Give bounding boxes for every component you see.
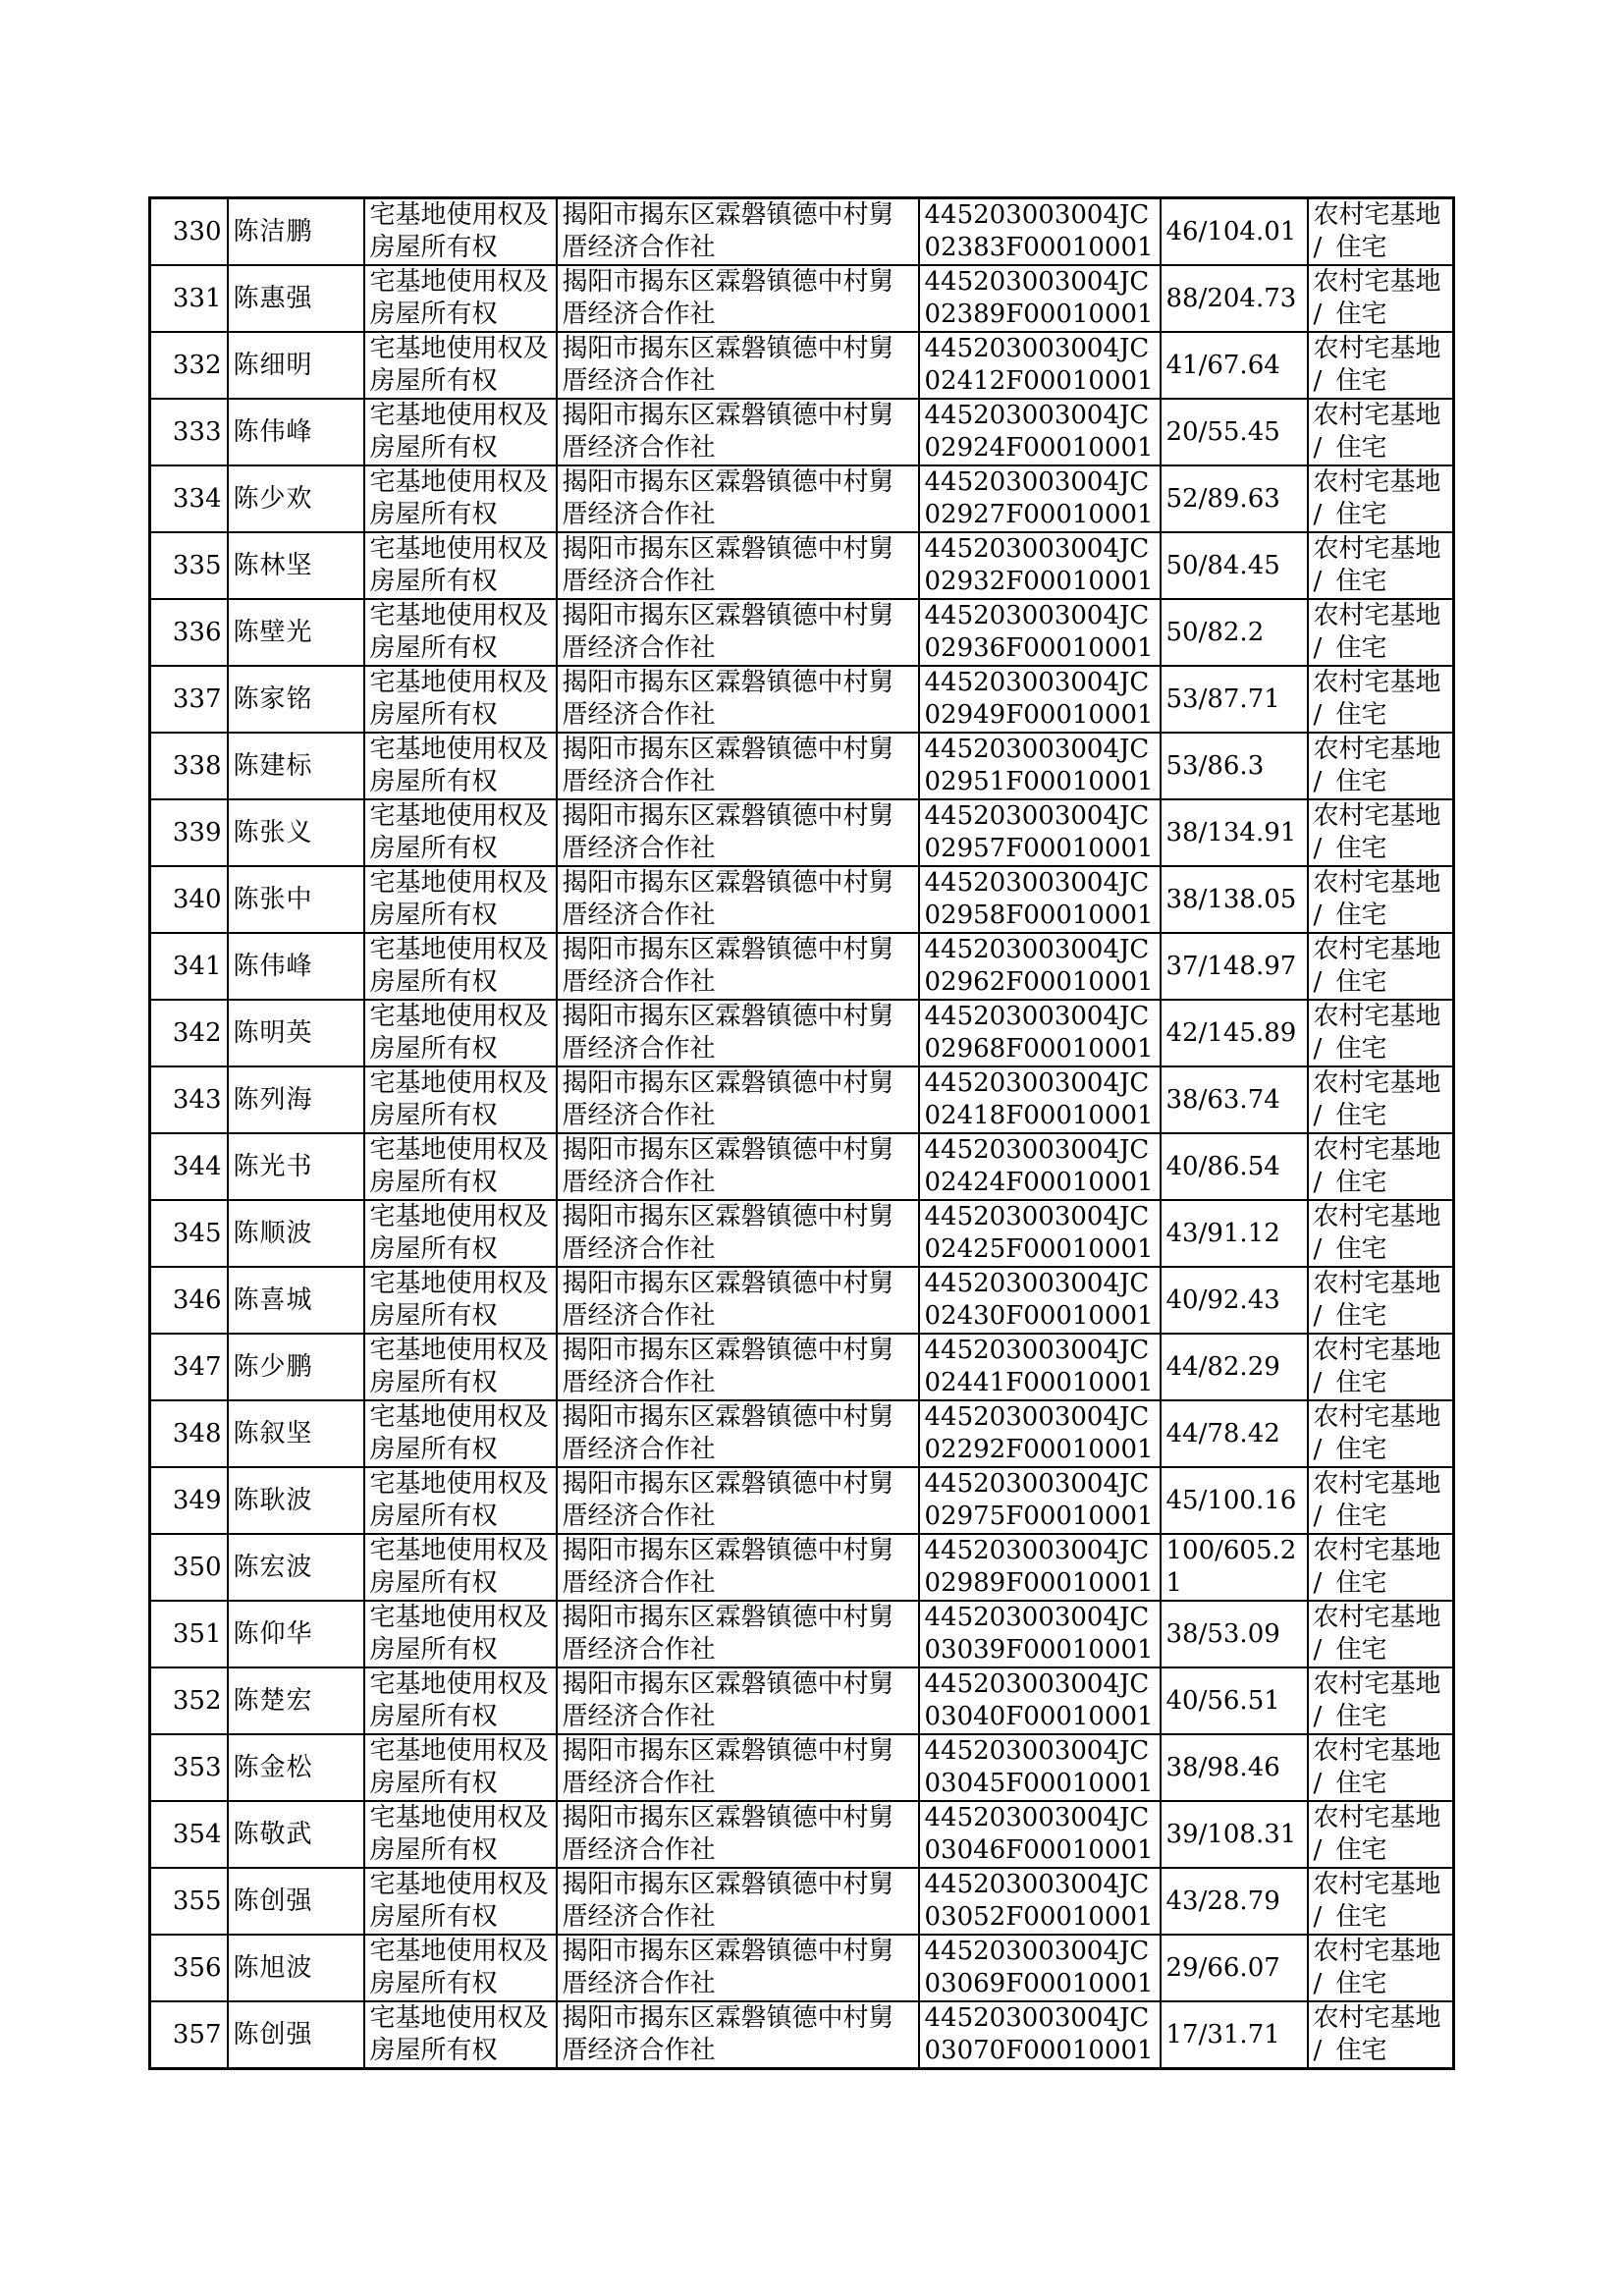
land-use-cell: 农村宅基地 / 住宅	[1308, 1935, 1454, 2001]
holder-name-cell: 陈创强	[228, 1868, 364, 1935]
row-number-cell: 335	[150, 532, 228, 599]
right-type-cell: 宅基地使用权及房屋所有权	[364, 799, 557, 866]
table-row	[150, 1400, 1454, 1467]
unit-code-cell: 445203003004JC03052F00010001	[919, 1868, 1161, 1935]
row-number-cell: 354	[150, 1801, 228, 1868]
land-owner-cell: 揭阳市揭东区霖磐镇德中村舅厝经济合作社	[557, 666, 919, 733]
land-use-cell: 农村宅基地 / 住宅	[1308, 198, 1454, 266]
right-type-cell: 宅基地使用权及房屋所有权	[364, 1534, 557, 1601]
unit-code-cell: 445203003004JC03070F00010001	[919, 2001, 1161, 2069]
area-cell: 53/87.71	[1161, 666, 1308, 733]
land-owner-cell: 揭阳市揭东区霖磐镇德中村舅厝经济合作社	[557, 1133, 919, 1200]
table-row	[150, 933, 1454, 1000]
right-type-cell: 宅基地使用权及房屋所有权	[364, 1601, 557, 1667]
area-cell: 88/204.73	[1161, 265, 1308, 332]
table-row	[150, 198, 1454, 266]
right-type-cell: 宅基地使用权及房屋所有权	[364, 1667, 557, 1734]
land-use-cell: 农村宅基地 / 住宅	[1308, 933, 1454, 1000]
holder-name-cell: 陈创强	[228, 2001, 364, 2069]
area-cell: 46/104.01	[1161, 198, 1308, 266]
land-owner-cell: 揭阳市揭东区霖磐镇德中村舅厝经济合作社	[557, 265, 919, 332]
unit-code-cell: 445203003004JC03046F00010001	[919, 1801, 1161, 1868]
land-use-cell: 农村宅基地 / 住宅	[1308, 332, 1454, 399]
table-row	[150, 465, 1454, 532]
holder-name-cell: 陈壁光	[228, 599, 364, 666]
unit-code-cell: 445203003004JC02957F00010001	[919, 799, 1161, 866]
table-row	[150, 332, 1454, 399]
land-owner-cell: 揭阳市揭东区霖磐镇德中村舅厝经济合作社	[557, 1467, 919, 1534]
unit-code-cell: 445203003004JC02927F00010001	[919, 465, 1161, 532]
land-owner-cell: 揭阳市揭东区霖磐镇德中村舅厝经济合作社	[557, 1334, 919, 1400]
row-number-cell: 344	[150, 1133, 228, 1200]
area-cell: 20/55.45	[1161, 399, 1308, 465]
right-type-cell: 宅基地使用权及房屋所有权	[364, 265, 557, 332]
row-number-cell: 348	[150, 1400, 228, 1467]
table-row	[150, 733, 1454, 799]
row-number-cell: 334	[150, 465, 228, 532]
land-use-cell: 农村宅基地 / 住宅	[1308, 1267, 1454, 1334]
area-cell: 44/82.29	[1161, 1334, 1308, 1400]
holder-name-cell: 陈伟峰	[228, 399, 364, 465]
land-owner-cell: 揭阳市揭东区霖磐镇德中村舅厝经济合作社	[557, 599, 919, 666]
area-cell: 40/56.51	[1161, 1667, 1308, 1734]
unit-code-cell: 445203003004JC03045F00010001	[919, 1734, 1161, 1801]
land-use-cell: 农村宅基地 / 住宅	[1308, 1000, 1454, 1066]
area-cell: 52/89.63	[1161, 465, 1308, 532]
land-owner-cell: 揭阳市揭东区霖磐镇德中村舅厝经济合作社	[557, 1066, 919, 1133]
unit-code-cell: 445203003004JC02924F00010001	[919, 399, 1161, 465]
right-type-cell: 宅基地使用权及房屋所有权	[364, 1868, 557, 1935]
row-number-cell: 331	[150, 265, 228, 332]
area-cell: 43/91.12	[1161, 1200, 1308, 1267]
table-row	[150, 1601, 1454, 1667]
unit-code-cell: 445203003004JC02383F00010001	[919, 198, 1161, 266]
land-owner-cell: 揭阳市揭东区霖磐镇德中村舅厝经济合作社	[557, 1935, 919, 2001]
table-row	[150, 1935, 1454, 2001]
registry-table	[148, 196, 1455, 2070]
right-type-cell: 宅基地使用权及房屋所有权	[364, 198, 557, 266]
land-owner-cell: 揭阳市揭东区霖磐镇德中村舅厝经济合作社	[557, 1734, 919, 1801]
unit-code-cell: 445203003004JC02424F00010001	[919, 1133, 1161, 1200]
row-number-cell: 339	[150, 799, 228, 866]
right-type-cell: 宅基地使用权及房屋所有权	[364, 1200, 557, 1267]
area-cell: 38/63.74	[1161, 1066, 1308, 1133]
row-number-cell: 347	[150, 1334, 228, 1400]
land-use-cell: 农村宅基地 / 住宅	[1308, 1534, 1454, 1601]
unit-code-cell: 445203003004JC02968F00010001	[919, 1000, 1161, 1066]
land-owner-cell: 揭阳市揭东区霖磐镇德中村舅厝经济合作社	[557, 1601, 919, 1667]
right-type-cell: 宅基地使用权及房屋所有权	[364, 1133, 557, 1200]
area-cell: 38/138.05	[1161, 866, 1308, 933]
land-use-cell: 农村宅基地 / 住宅	[1308, 1801, 1454, 1868]
land-owner-cell: 揭阳市揭东区霖磐镇德中村舅厝经济合作社	[557, 332, 919, 399]
row-number-cell: 337	[150, 666, 228, 733]
table-row	[150, 866, 1454, 933]
row-number-cell: 343	[150, 1066, 228, 1133]
land-use-cell: 农村宅基地 / 住宅	[1308, 2001, 1454, 2069]
holder-name-cell: 陈林坚	[228, 532, 364, 599]
row-number-cell: 353	[150, 1734, 228, 1801]
row-number-cell: 352	[150, 1667, 228, 1734]
row-number-cell: 351	[150, 1601, 228, 1667]
right-type-cell: 宅基地使用权及房屋所有权	[364, 866, 557, 933]
table-row	[150, 799, 1454, 866]
row-number-cell: 332	[150, 332, 228, 399]
land-use-cell: 农村宅基地 / 住宅	[1308, 1868, 1454, 1935]
holder-name-cell: 陈明英	[228, 1000, 364, 1066]
unit-code-cell: 445203003004JC02430F00010001	[919, 1267, 1161, 1334]
row-number-cell: 350	[150, 1534, 228, 1601]
land-owner-cell: 揭阳市揭东区霖磐镇德中村舅厝经济合作社	[557, 198, 919, 266]
unit-code-cell: 445203003004JC03039F00010001	[919, 1601, 1161, 1667]
right-type-cell: 宅基地使用权及房屋所有权	[364, 332, 557, 399]
holder-name-cell: 陈宏波	[228, 1534, 364, 1601]
holder-name-cell: 陈耿波	[228, 1467, 364, 1534]
row-number-cell: 333	[150, 399, 228, 465]
land-owner-cell: 揭阳市揭东区霖磐镇德中村舅厝经济合作社	[557, 799, 919, 866]
holder-name-cell: 陈叙坚	[228, 1400, 364, 1467]
land-use-cell: 农村宅基地 / 住宅	[1308, 1133, 1454, 1200]
area-cell: 45/100.16	[1161, 1467, 1308, 1534]
land-use-cell: 农村宅基地 / 住宅	[1308, 1667, 1454, 1734]
holder-name-cell: 陈张义	[228, 799, 364, 866]
unit-code-cell: 445203003004JC03069F00010001	[919, 1935, 1161, 2001]
land-use-cell: 农村宅基地 / 住宅	[1308, 1066, 1454, 1133]
right-type-cell: 宅基地使用权及房屋所有权	[364, 733, 557, 799]
land-owner-cell: 揭阳市揭东区霖磐镇德中村舅厝经济合作社	[557, 532, 919, 599]
unit-code-cell: 445203003004JC02292F00010001	[919, 1400, 1161, 1467]
holder-name-cell: 陈伟峰	[228, 933, 364, 1000]
right-type-cell: 宅基地使用权及房屋所有权	[364, 1801, 557, 1868]
table-row	[150, 399, 1454, 465]
row-number-cell: 345	[150, 1200, 228, 1267]
holder-name-cell: 陈光书	[228, 1133, 364, 1200]
right-type-cell: 宅基地使用权及房屋所有权	[364, 2001, 557, 2069]
unit-code-cell: 445203003004JC02975F00010001	[919, 1467, 1161, 1534]
unit-code-cell: 445203003004JC02936F00010001	[919, 599, 1161, 666]
table-row	[150, 1534, 1454, 1601]
land-use-cell: 农村宅基地 / 住宅	[1308, 1334, 1454, 1400]
land-owner-cell: 揭阳市揭东区霖磐镇德中村舅厝经济合作社	[557, 733, 919, 799]
holder-name-cell: 陈洁鹏	[228, 198, 364, 266]
unit-code-cell: 445203003004JC03040F00010001	[919, 1667, 1161, 1734]
land-use-cell: 农村宅基地 / 住宅	[1308, 866, 1454, 933]
row-number-cell: 349	[150, 1467, 228, 1534]
land-owner-cell: 揭阳市揭东区霖磐镇德中村舅厝经济合作社	[557, 933, 919, 1000]
area-cell: 40/92.43	[1161, 1267, 1308, 1334]
table-row	[150, 265, 1454, 332]
area-cell: 37/148.97	[1161, 933, 1308, 1000]
area-cell: 100/605.21	[1161, 1534, 1308, 1601]
row-number-cell: 330	[150, 198, 228, 266]
land-owner-cell: 揭阳市揭东区霖磐镇德中村舅厝经济合作社	[557, 1000, 919, 1066]
table-row	[150, 1066, 1454, 1133]
land-use-cell: 农村宅基地 / 住宅	[1308, 1601, 1454, 1667]
right-type-cell: 宅基地使用权及房屋所有权	[364, 1334, 557, 1400]
land-use-cell: 农村宅基地 / 住宅	[1308, 599, 1454, 666]
land-use-cell: 农村宅基地 / 住宅	[1308, 399, 1454, 465]
land-owner-cell: 揭阳市揭东区霖磐镇德中村舅厝经济合作社	[557, 866, 919, 933]
registry-body	[150, 198, 1454, 2069]
land-owner-cell: 揭阳市揭东区霖磐镇德中村舅厝经济合作社	[557, 1267, 919, 1334]
holder-name-cell: 陈顺波	[228, 1200, 364, 1267]
unit-code-cell: 445203003004JC02389F00010001	[919, 265, 1161, 332]
area-cell: 38/98.46	[1161, 1734, 1308, 1801]
holder-name-cell: 陈仰华	[228, 1601, 364, 1667]
land-owner-cell: 揭阳市揭东区霖磐镇德中村舅厝经济合作社	[557, 1534, 919, 1601]
land-use-cell: 农村宅基地 / 住宅	[1308, 1400, 1454, 1467]
holder-name-cell: 陈建标	[228, 733, 364, 799]
land-use-cell: 农村宅基地 / 住宅	[1308, 265, 1454, 332]
land-owner-cell: 揭阳市揭东区霖磐镇德中村舅厝经济合作社	[557, 1400, 919, 1467]
right-type-cell: 宅基地使用权及房屋所有权	[364, 599, 557, 666]
holder-name-cell: 陈家铭	[228, 666, 364, 733]
unit-code-cell: 445203003004JC02958F00010001	[919, 866, 1161, 933]
holder-name-cell: 陈细明	[228, 332, 364, 399]
unit-code-cell: 445203003004JC02949F00010001	[919, 666, 1161, 733]
right-type-cell: 宅基地使用权及房屋所有权	[364, 399, 557, 465]
land-use-cell: 农村宅基地 / 住宅	[1308, 532, 1454, 599]
holder-name-cell: 陈敬武	[228, 1801, 364, 1868]
right-type-cell: 宅基地使用权及房屋所有权	[364, 465, 557, 532]
area-cell: 50/84.45	[1161, 532, 1308, 599]
unit-code-cell: 445203003004JC02441F00010001	[919, 1334, 1161, 1400]
holder-name-cell: 陈喜城	[228, 1267, 364, 1334]
land-use-cell: 农村宅基地 / 住宅	[1308, 733, 1454, 799]
land-use-cell: 农村宅基地 / 住宅	[1308, 799, 1454, 866]
land-owner-cell: 揭阳市揭东区霖磐镇德中村舅厝经济合作社	[557, 399, 919, 465]
land-owner-cell: 揭阳市揭东区霖磐镇德中村舅厝经济合作社	[557, 1667, 919, 1734]
table-row	[150, 1267, 1454, 1334]
area-cell: 42/145.89	[1161, 1000, 1308, 1066]
table-row	[150, 1868, 1454, 1935]
holder-name-cell: 陈张中	[228, 866, 364, 933]
right-type-cell: 宅基地使用权及房屋所有权	[364, 532, 557, 599]
area-cell: 53/86.3	[1161, 733, 1308, 799]
table-row	[150, 1667, 1454, 1734]
land-owner-cell: 揭阳市揭东区霖磐镇德中村舅厝经济合作社	[557, 1868, 919, 1935]
area-cell: 43/28.79	[1161, 1868, 1308, 1935]
table-row	[150, 1467, 1454, 1534]
table-row	[150, 1000, 1454, 1066]
row-number-cell: 338	[150, 733, 228, 799]
unit-code-cell: 445203003004JC02962F00010001	[919, 933, 1161, 1000]
row-number-cell: 341	[150, 933, 228, 1000]
area-cell: 50/82.2	[1161, 599, 1308, 666]
land-owner-cell: 揭阳市揭东区霖磐镇德中村舅厝经济合作社	[557, 1801, 919, 1868]
unit-code-cell: 445203003004JC02425F00010001	[919, 1200, 1161, 1267]
area-cell: 38/134.91	[1161, 799, 1308, 866]
holder-name-cell: 陈金松	[228, 1734, 364, 1801]
area-cell: 40/86.54	[1161, 1133, 1308, 1200]
right-type-cell: 宅基地使用权及房屋所有权	[364, 1935, 557, 2001]
row-number-cell: 342	[150, 1000, 228, 1066]
table-row	[150, 532, 1454, 599]
table-row	[150, 1801, 1454, 1868]
holder-name-cell: 陈旭波	[228, 1935, 364, 2001]
unit-code-cell: 445203003004JC02951F00010001	[919, 733, 1161, 799]
table-row	[150, 599, 1454, 666]
land-use-cell: 农村宅基地 / 住宅	[1308, 1734, 1454, 1801]
unit-code-cell: 445203003004JC02932F00010001	[919, 532, 1161, 599]
table-row	[150, 1334, 1454, 1400]
holder-name-cell: 陈列海	[228, 1066, 364, 1133]
land-use-cell: 农村宅基地 / 住宅	[1308, 666, 1454, 733]
right-type-cell: 宅基地使用权及房屋所有权	[364, 1000, 557, 1066]
land-owner-cell: 揭阳市揭东区霖磐镇德中村舅厝经济合作社	[557, 1200, 919, 1267]
unit-code-cell: 445203003004JC02418F00010001	[919, 1066, 1161, 1133]
area-cell: 38/53.09	[1161, 1601, 1308, 1667]
land-use-cell: 农村宅基地 / 住宅	[1308, 465, 1454, 532]
holder-name-cell: 陈惠强	[228, 265, 364, 332]
right-type-cell: 宅基地使用权及房屋所有权	[364, 1066, 557, 1133]
land-owner-cell: 揭阳市揭东区霖磐镇德中村舅厝经济合作社	[557, 465, 919, 532]
row-number-cell: 357	[150, 2001, 228, 2069]
right-type-cell: 宅基地使用权及房屋所有权	[364, 666, 557, 733]
land-use-cell: 农村宅基地 / 住宅	[1308, 1200, 1454, 1267]
table-row	[150, 666, 1454, 733]
row-number-cell: 340	[150, 866, 228, 933]
land-use-cell: 农村宅基地 / 住宅	[1308, 1467, 1454, 1534]
right-type-cell: 宅基地使用权及房屋所有权	[364, 1400, 557, 1467]
row-number-cell: 336	[150, 599, 228, 666]
area-cell: 17/31.71	[1161, 2001, 1308, 2069]
table-row	[150, 1133, 1454, 1200]
land-owner-cell: 揭阳市揭东区霖磐镇德中村舅厝经济合作社	[557, 2001, 919, 2069]
row-number-cell: 356	[150, 1935, 228, 2001]
area-cell: 44/78.42	[1161, 1400, 1308, 1467]
area-cell: 29/66.07	[1161, 1935, 1308, 2001]
area-cell: 41/67.64	[1161, 332, 1308, 399]
table-row	[150, 1734, 1454, 1801]
right-type-cell: 宅基地使用权及房屋所有权	[364, 1734, 557, 1801]
right-type-cell: 宅基地使用权及房屋所有权	[364, 933, 557, 1000]
holder-name-cell: 陈楚宏	[228, 1667, 364, 1734]
right-type-cell: 宅基地使用权及房屋所有权	[364, 1267, 557, 1334]
right-type-cell: 宅基地使用权及房屋所有权	[364, 1467, 557, 1534]
row-number-cell: 346	[150, 1267, 228, 1334]
holder-name-cell: 陈少欢	[228, 465, 364, 532]
unit-code-cell: 445203003004JC02989F00010001	[919, 1534, 1161, 1601]
holder-name-cell: 陈少鹏	[228, 1334, 364, 1400]
table-row	[150, 1200, 1454, 1267]
row-number-cell: 355	[150, 1868, 228, 1935]
unit-code-cell: 445203003004JC02412F00010001	[919, 332, 1161, 399]
area-cell: 39/108.31	[1161, 1801, 1308, 1868]
table-row	[150, 2001, 1454, 2069]
